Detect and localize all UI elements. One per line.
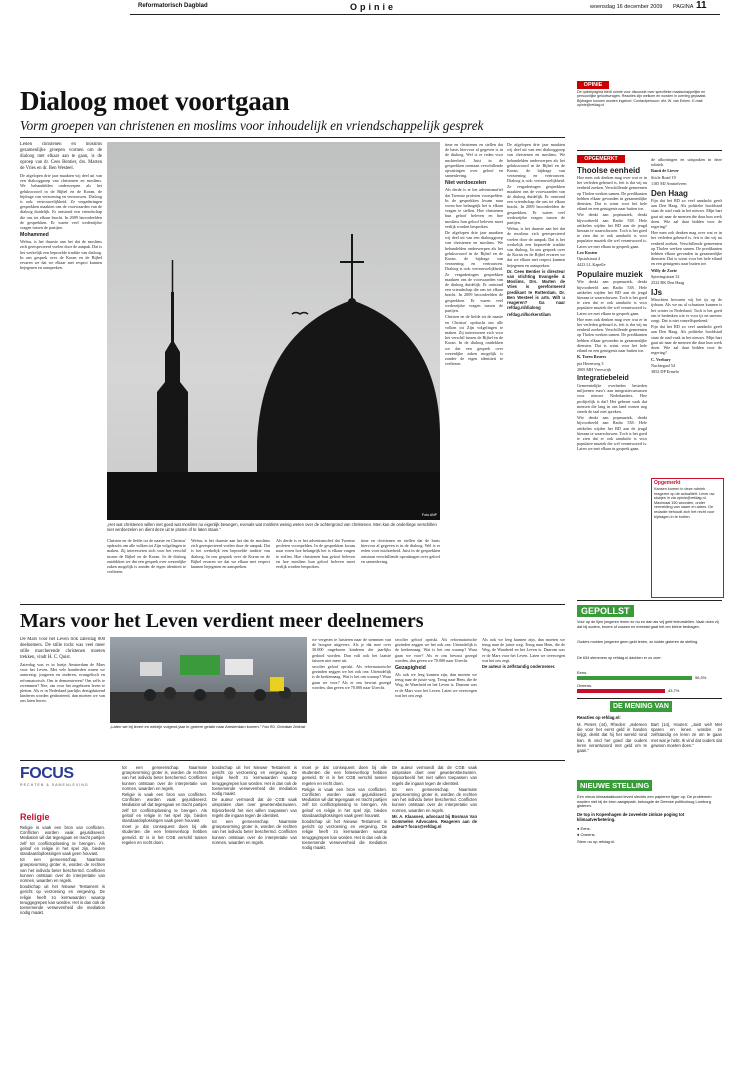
mosque-silhouette <box>107 142 440 520</box>
article2-body-3: we vergeten te luisteren naar de stemmen van de hoogste uitgevers. Als je dat mee over 30.000 ongeboren kinderen die jaarlijks gedood worden. Dan valt ook het laatste fatsoen niet meer uit. <box>312 637 391 663</box>
article1-lead: Leden christenen en moslims gezamenlijke groepen vormen om de dialoog met elkaar aan te gaan, is de oproep van dr. Cees Bentier, drs. Marten de Vries en dr. Ben Westeel. <box>20 142 102 171</box>
mening-label: DE MENING VAN <box>610 701 672 712</box>
letter-text-thoolse: Hoe men ook denken mag over wat er in het verleden gebeurd is, feit is dat wij nu eenheid zoeken. Verschillende gemeenten op Tholen werken samen. De predikanten hebben elkaar gevonden in gezamenlijke diensten. Dat is winst voor het hele eiland en een getuigenis naar buiten toe. <box>577 175 647 212</box>
focus-text-1c: boodschap uit het Nieuwe Testament is gericht op verzoening en vergeving. De religie heeft zo kernwaarden waarop teruggegrepen kan worden. Het is dan ook de toenemende verwevenheid die mediation nodig maakt. <box>20 884 105 916</box>
stelling-option-1[interactable]: ● Eens. <box>577 826 591 831</box>
mars-caption-text: „Laten we bij leven en wetzijn volgend jaar in grotere getale naar Amsterdam komen.” <box>110 724 262 729</box>
signature-r1-name: Ranti de Liever <box>651 168 679 174</box>
focus-text-4c: boodschap uit het Nieuwe Testament is gericht op verzoening en vergeving. De religie heeft zo kernwaarden waarop teruggegrepen kan worden. Het is dan ook de toenemende verwevenheid die mediation nodig maakt. <box>302 819 387 851</box>
focus-column-3 <box>212 765 297 1055</box>
page-label: PAGINA <box>673 4 694 10</box>
focus-text-1: Religie is vaak een bron van conflicten. Conflicten worden vaak gejuridiseerd. Mediation wil dat tegengaan en tracht partijen zelf tot conflictoplossing te brengen. Als geloof en religie in het spel zijn, bieden standaardoplossingen vaak geen houvast. <box>20 825 105 857</box>
opinie-label: OPINIE <box>577 81 609 89</box>
page-header <box>130 0 715 26</box>
focus-logo: FOCUS <box>20 765 74 782</box>
article1-body-5: Als derde is er het adventsmofief dat Twentse profeten voorspelden. In de gesprekken kwam naar voren hoe belangrijk het is elkaar vragen te stellen. Hoe christenen hun geloof beleven en hoe moslims hun geloof beleven moet eerlijk worden besproken. <box>445 187 503 229</box>
stelling-option-1-label: Eens. <box>580 826 591 831</box>
gepollst-label: GEPOLLST <box>577 605 634 617</box>
signature2-name: K. Toren Bruers <box>577 354 607 360</box>
focus-logo-sub: RECHTEN & SAMENLEVING <box>20 783 89 787</box>
signature-r3-name: C. Verbary <box>651 356 671 362</box>
page-number: 11 <box>696 0 707 11</box>
article1-body-5-cont: Als derde is er het adventsmofief dat Twentse profeten voorspelden. In de gesprekken kwam naar voren hoe belangrijk het is elkaar vragen te stellen. Hoe christenen hun geloof beleven en hoe moslims hun geloof beleven moet eerlijk worden besproken. <box>276 538 355 570</box>
article1-heading-niet-verdoezelen: Niet verdoezelen <box>445 180 487 187</box>
article1-body-4-cont: time en christenen en stellen dat de basis hiervoor al gegeven is in de dialoog. Wel is er reden voor nuchterheid. Juist in de gesprekken ontstaan verschillende opvattingen over geloof en samenleving. <box>361 538 440 564</box>
focus-text-2c: moet je dat consequent doen bij alle studenten die een feitenverloop hebben gemeld. Er is in het CGB verschil tussen regelen en recht doen. <box>122 824 207 845</box>
poll-question: Voor op de lijen jongeren lenen zo nu en dan als vrij geld teleurstellen. Vaak doen zij dat bij ouders, broers of zussen en meestal gaat het om kleine bedragen. <box>577 620 719 629</box>
article1-body-4: time en christenen en stellen dat de basis hiervoor al gegeven is in de dialoog. Wel is er reden voor nuchterheid. Juist in de gesprekken ontstaan verschillende opvattingen over geloof en samenleving. <box>445 142 503 179</box>
letter-text-integratie-cont: Wie denkt aan popmuziek, denkt bijvoorbeeld aan Radio 538. Hele artikelen wijden het RD aan de jeugd hieraan te waarschuwen. Toch is het goed te zien dat er ook aandacht is voor populaire muziek die wel verantwoord is. Laten we met elkaar in gesprek gaan. <box>577 415 647 452</box>
letter-text-thoolse-cont: Wie denkt aan popmuziek, denkt bijvoorbeeld aan Radio 538. Hele artikelen wijden het RD aan de jeugd hieraan te waarschuwen. Toch is het goed te zien dat er ook aandacht is voor populaire muziek die wel verantwoord is. Laten we met elkaar in gesprek gaan. <box>577 212 647 249</box>
letter-text-denhaag: Fijn dat het RD zo veel aandacht geeft aan Den Haag. Als politieke hoofdstad staat de stad vaak in het nieuws. Mijn hart gaat uit naar de mensen die daar hun werk doen. Wie zal daar bidden voor de regering? <box>651 198 722 230</box>
opinie-info-box: De opiniepagina biedt ruimte voor discussie over specifieke maatschappelijke en persoonlijke geloofsvragen. Reacties zijn welkom en worden in overleg geplaatst. Bijdragen kunnen worden ingekort. Contactpersoon: dhr. W. van Eeken. E-mail: opinie@refdag.nl <box>577 90 707 108</box>
article1-author-note: Dr. Cees Bentier is directeur van stichting Evangelie & Moslims. Drs. Marten de Vries is gereformeerd predikant te Rotterdam. Dr. Ben Westeel is arts. Wilt u reageren? Ga naar refdag.nl/dialoog <box>507 268 565 311</box>
article1-column-3 <box>191 538 270 600</box>
article1-body-3: Christen en de liefde tot de naaste en Christus' opdracht om alle volken tot Zijn volgelingen te maken. Zij interesseren zich voor het verschil tussen de Bijbel en de Koran. In de dialoog ontdekken we dat een gesprek over wezenlijke zaken mogelijk is zonder de eigen identiteit te verliezen. <box>107 538 186 575</box>
poll-option-label-2: Oneens. <box>577 683 593 688</box>
article1-column-5 <box>361 538 440 600</box>
sidebar-rule <box>577 150 722 151</box>
poll-top-rule <box>577 600 722 601</box>
opgemerkt-info-label: Opgemerkt <box>654 480 681 486</box>
opgemerkt-info-box <box>651 478 724 598</box>
article2-column-5 <box>482 637 565 755</box>
article2-column-1 <box>20 637 105 755</box>
article1-column-4 <box>276 538 355 600</box>
mosque-photo-caption: „Het wat christenen willen niet goed wat moslims nu eigenlijk bewegen, evenals wat moslims weinig weten over de achtergrond van christenen. Men kan de onderlinge verschillen niet verdoezelen en dient deze uit te praten of te laten staan.” <box>107 522 437 532</box>
letter-title-thoolse: Thoolse eenheid <box>577 166 641 175</box>
signature-address: Opstalstraat 4 <box>577 256 601 262</box>
focus-text-1b: tot een gemeenschap. Naarmate groepsvorming groter is, worden de rechten van het individu beter beschermd. Conflicten kunnen ontstaan over de interpretatie van normen, waarden en regels. <box>20 857 105 884</box>
focus-text-3c: tot een gemeenschap. Naarmate groepsvorming groter is, worden de rechten van het individu beter beschermd. Conflicten kunnen ontstaan over de interpretatie van normen, waarden en regels. <box>212 819 297 845</box>
letter-title-integratie: Integratiebeleid <box>577 374 629 382</box>
signature-r1-address: Sticle Road 19 <box>651 174 676 180</box>
stelling-option-2[interactable]: ● Oneens. <box>577 832 596 837</box>
poll-option-label-1: Eens. <box>577 670 588 675</box>
header-rule <box>130 14 720 15</box>
article2-body-4: secolier geloof opriskt. Als reformatorische gezinden zeggen we het ook ons: Uiteindelijk is de kerkennaag. Wat is het om waarop? Waar gaan we voor? Als er ons bewust gezegd worden, dan geven we 70.000 naar Utrecht. <box>312 664 391 690</box>
article1-body-3-cont: Christen en de liefde tot de naaste en Christus' opdracht om alle volken tot Zijn volgelingen te maken. Zij interesseren zich voor het verschil tussen de Bijbel en de Koran. In de dialoog ontdekken we dat een gesprek over wezenlijke zaken mogelijk is zonder de eigen identiteit te verliezen. <box>445 314 503 367</box>
article2-column-4 <box>395 637 477 755</box>
signature2-address: pia Herenweg 3 <box>577 360 604 366</box>
article2-author-note: De auteur is zelfstandig ondernemer. <box>482 664 556 670</box>
signature-r3-city: 3852 DP Ermelo <box>651 368 679 374</box>
article1-body-2: Welnu, is het duurste aan het dat de moslims zich gerespecteerd voelen door de aanpak. Dat is het werkelijk een beproefde traditie van dialoog. In ons gesprek over de Koran en de Bijbel ervaren we dat we elkaar met respect kunnen bejegenen en aanspreken. <box>20 239 102 271</box>
letter-text-integratie: Gemeentelijke overheden besteden miljoenen euro's aan integratiecursussen voor nieuwe Nederlanders. Hoe profijtelijk is dat? Het gebeurt vaak dat mensen die lang in ons land wonen nog steeds de taal niet spreken. <box>577 382 647 414</box>
focus-column-2 <box>122 765 207 1055</box>
article1-column-2 <box>107 538 186 600</box>
letter-text-popmuziek-cont: Hoe men ook denken mag over wat er in het verleden gebeurd is, feit is dat wij nu eenheid zoeken. Verschillende gemeenten op Tholen werken samen. De predikanten hebben elkaar gevonden in gezamenlijke diensten. Dat is winst voor het hele eiland en een getuigenis naar buiten toe. <box>577 316 647 354</box>
title-rule <box>20 137 565 138</box>
article1-column-7 <box>507 142 565 600</box>
article2-title: Mars voor het Leven verdient meer deelnemers <box>20 610 424 632</box>
focus-text-2b: Religie is vaak een bron van conflicten. Conflicten worden vaak gejuridiseerd. Mediation wil dat tegengaan en tracht partijen zelf tot conflictoplossing te brengen. Als geloof en religie in het spel zijn, bieden standaardoplossingen vaak geen houvast. <box>122 792 207 824</box>
focus-text-2: tot een gemeenschap. Naarmate groepsvorming groter is, worden de rechten van het individu beter beschermd. Conflicten kunnen ontstaan over de interpretatie van normen, waarden en regels. <box>122 765 207 791</box>
letter-right-text: de afkortingen en uitspraken in deze rubriek. <box>651 157 722 168</box>
article1-subtitle: Vorm groepen van christenen en moslims voor inhoudelijk en vriendschappelijk gesprek <box>20 118 484 133</box>
signature-r2-address: Spieringstraat 32 <box>651 273 680 279</box>
letter-text-ijs: Misschien bewaren wij het ijs op de ijsbaan. Als we nu al schaatsen kunnen is het winter in Nederland. Toch is het goed om te bedenken wie er voor ijs en sneeuw zorgt. Dat is niet vanzelfsprekend. <box>651 297 722 324</box>
opgemerkt-info-text: Kansen komen in deze rubriek reageren op de actualiteit. Lever uw stukjes in via opinie@refdag.nl. Maximaal 150 woorden, onder vermelding van naam en adres. De redactie behoudt zich het recht voor bijdragen in te korten. <box>654 487 715 519</box>
letter-text-popmuziek: Wie denkt aan popmuziek, denkt bijvoorbeeld aan Radio 538. Hele artikelen wijden het RD aan de jeugd hieraan te waarschuwen. Toch is het goed te zien dat er ook aandacht is voor populaire muziek die wel verantwoord is. Laten we met elkaar in gesprek gaan. <box>577 279 647 316</box>
focus-text-5: De auteur vermoedt dat de CGB vaak uitspraken doet over gewetensbezwaren. Bijvoorbeeld het niet willen toepassen van regels die ingaan tegen de identiteit. <box>392 765 477 786</box>
stelling-option-2-label: Oneens. <box>580 832 596 837</box>
mosque-photo <box>107 142 440 520</box>
mening-column-1 <box>577 722 647 780</box>
article1-heading-mohammed: Mohammed <box>20 232 49 239</box>
paper-name: Reformatorisch Dagblad <box>138 3 208 9</box>
focus-text-3b: De auteur vermoedt dat de CGB vaak uitspraken doet over gewetensbezwaren. Bijvoorbeeld het niet willen toepassen van regels die ingaan tegen de identiteit. <box>212 797 297 818</box>
nieuwe-stelling-question: De top in Kopenhagen de zoveelste zinloze poging tot klimaatverbetering. <box>577 812 685 822</box>
letter-text-ijs-cont: Fijn dat het RD zo veel aandacht geeft aan Den Haag. Als politieke hoofdstad staat de stad vaak in het nieuws. Mijn hart gaat uit naar de mensen die daar hun werk doen. Wie zal daar bidden voor de regering? <box>651 324 722 356</box>
sidebar-column-left <box>577 166 647 596</box>
article1-body-2-cont2: Welnu, is het duurste aan het dat de moslims zich gerespecteerd voelen door de aanpak. Dat is het werkelijk een beproefde traditie van dialoog. In ons gesprek over de Koran en de Bijbel ervaren we dat we elkaar met respect kunnen bejegenen en aanspreken. <box>507 226 565 268</box>
signature-city: 4423 LL Kapelle <box>577 262 606 268</box>
poll-percent-1: 56,3% <box>695 675 707 680</box>
letter-text-denhaag-cont: Hoe men ook denken mag over wat er in het verleden gebeurd is, feit is dat wij nu eenheid zoeken. Verschillende gemeenten op Tholen werken samen. De predikanten hebben elkaar gevonden in gezamenlijke diensten. Dat is winst voor het hele eiland en een getuigenis naar buiten toe. <box>651 230 722 267</box>
article1-body-1-cont2: De afgelopen drie jaar maakten wij deel uit van een dialooggroep van christenen en moslims. We behandelden onderwerpen als het gelukswoord in de Bijbel en de Koran, de bijdrage van verzoening en vertrouwen. Dialoog is ook: vertrouwelijkheid. Ze vergaderingen gesprekken maakten ons de voorwaarden van de dialoog duidelijk. Er ontstond een vriendschap die ons tot elkaar bracht. In 2009 beoordeelden de gesprekken. Er waren veel wederzijdse vragen tussen de partijen. <box>507 142 565 226</box>
nieuwe-stelling-label: NIEUWE STELLING <box>577 780 652 791</box>
article1-column-1 <box>20 142 102 600</box>
article1-body-1: De afgelopen drie jaar maakten wij deel uit van een dialooggroep van christenen en moslims. We behandelden onderwerpen als het gelukswoord in de Bijbel en de Koran, de bijdrage van verzoening en vertrouwen. Dialoog is ook: vertrouwelijkheid. Ze vergaderingen gesprekken maakten ons de voorwaarden van de dialoog duidelijk. Er ontstond een vriendschap die ons tot elkaar bracht. In 2009 beoordeelden de gesprekken. Er waren veel wederzijdse vragen tussen de partijen. <box>20 173 102 231</box>
article1-body-1-cont: De afgelopen drie jaar maakten wij deel uit van een dialooggroep van christenen en moslims. We behandelden onderwerpen als het gelukswoord in de Bijbel en de Koran, de bijdrage van verzoening en vertrouwen. Dialoog is ook: vertrouwelijkheid. Ze vergaderingen gesprekken maakten ons de voorwaarden van de dialoog duidelijk. Er ontstond een vriendschap die ons tot elkaar bracht. In 2009 beoordeelden de gesprekken. Er waren veel wederzijdse vragen tussen de partijen. <box>445 230 503 314</box>
mening-subtitle: Reacties op refdag.nl: <box>577 715 621 720</box>
section-name: Opinie <box>350 2 397 12</box>
focus-text-5b: tot een gemeenschap. Naarmate groepsvorming groter is, worden de rechten van het individu beter beschermd. Conflicten kunnen ontstaan over de interpretatie van normen, waarden en regels. <box>392 786 477 813</box>
poll-votes-label: De 634 stemmers op refdag.nl dachten er zo over: <box>577 656 662 660</box>
focus-top-rule <box>20 760 565 761</box>
mars-photo-caption <box>110 725 307 730</box>
mening-rule <box>577 698 722 699</box>
letter-title-ijs: IJs <box>651 288 663 298</box>
article2-body-4b: secolier geloof opriskt. Als reformatorische gezinden zeggen we het ook ons: Uiteindelijk is de kerkennaag. Wat is het om waarop? Waar gaan we voor? Als er ons bewust gezegd worden, dan geven we 70.000 naar Utrecht. <box>395 637 477 663</box>
article1-column-6 <box>445 142 503 600</box>
article1-title: Dialoog moet voortgaan <box>20 86 290 116</box>
march-crowd <box>110 637 307 723</box>
article2-body-5: Als ook we leeg kunnen zijn, dan moeten we terug naar de juiste weg. Terug naar Hem, die de Weg, de Waarheid en het Leven is. Daarom was er de Mars voor het Leven. Laten we overwegen wat het ons zegt. <box>395 672 477 698</box>
article2-column-3 <box>312 637 391 755</box>
article1-body-2-cont: Welnu, is het duurste aan het dat de moslims zich gerespecteerd voelen door de aanpak. Dat is het werkelijk een beproefde traditie van dialoog. In ons gesprek over de Koran en de Bijbel ervaren we dat we elkaar met respect kunnen bejegenen en aanspreken. <box>191 538 270 570</box>
focus-text-3: boodschap uit het Nieuwe Testament is gericht op verzoening en vergeving. De religie heeft zo kernwaarden waarop teruggegrepen kan worden. Het is dan ook de toenemende verwevenheid die mediation nodig maakt. <box>212 765 297 797</box>
issue-date: woensdag 16 december 2009 <box>590 4 663 10</box>
mening-column-2 <box>651 722 722 780</box>
article2-lead: De Mars voor het Leven trok zaterdag 800 deelnemers. De stille tocht was veel meer stille marcherende christenen moeten trekken, vindt H. C. Quist. <box>20 637 105 660</box>
focus-column-4 <box>302 765 387 1055</box>
poll-bar-oneens <box>577 689 665 693</box>
focus-column-1 <box>20 825 105 1055</box>
focus-author-note: Mr. A. Klaassen, advocaat bij Bosman Van Dommelen Advocaten. Reageren aan de auteur? focus@refdag.nl <box>392 813 477 830</box>
mars-photo-credit: Foto RD, Christiaan Zeldrust <box>262 725 306 729</box>
opgemerkt-label: OPGEMERKT <box>577 155 625 163</box>
article1-footer-link[interactable]: refdag.nl/korkerstilam <box>507 311 551 317</box>
article2-top-rule <box>20 604 565 605</box>
signature-r2-city: 2522 BK Den Haag <box>651 280 685 286</box>
signature-r1-city: 1185 MJ Amstelveen <box>651 180 687 186</box>
signature-r2-name: Willy de Zoete <box>651 267 677 273</box>
photo-credit: Foto ANP <box>422 513 437 517</box>
letter-title-denhaag: Den Haag <box>651 189 688 199</box>
article2-heading-gezapig: Gezapigheid <box>395 665 426 672</box>
signature-name: Leo Kosten <box>577 249 598 255</box>
poll-bar-eens <box>577 676 692 680</box>
article2-body-2: Zaterdag was er in hartje Amsterdam de Mars voor het Leven. Met vele honderden waren we aanwezig: jongeren en ouderen, evangelisch en reformatorisch. Om te demonstreren? Om zelfs te zwemmen? Nee, om voor het ongeboren leven te pleiten. Als er in Nederland jaarlijks dertigduizend kinderen worden geaborteerd, dan moeten we van ons laten horen. <box>20 662 105 704</box>
focus-text-4: moet je dat consequent doen bij alle studenten die een feitenverloop hebben gemeld. Er is in het CGB verschil tussen regelen en recht doen. <box>302 765 387 786</box>
mening-text-2: Bart (14), Houten: „Juist wel! Met sparen en lenen worden ze zelfstandig en leren ze om te gaan met wat je hebt. Ik vind dat ouders dat gewoon moeten doen.” <box>651 722 722 748</box>
nieuwe-stelling-intro: Een nieuw klimaatakkoord levert slechts een papieren tijger op. De problemen worden niet bij de bron aangepakt, betoogde de Deense politicoloog Lomborg gisteren. <box>577 794 712 809</box>
poll-percent-2: 43,7% <box>668 688 680 693</box>
focus-heading: Religie <box>20 812 50 822</box>
focus-text-4b: Religie is vaak een bron van conflicten. Conflicten worden vaak gejuridiseerd. Mediation wil dat tegengaan en tracht partijen zelf tot conflictoplossing te brengen. Als geloof en religie in het spel zijn, bieden standaardoplossingen vaak geen houvast. <box>302 786 387 818</box>
letter-title-popmuziek: Populaire muziek <box>577 270 643 280</box>
mars-photo <box>110 637 307 723</box>
sidebar-column-right <box>651 157 722 475</box>
poll-question-2: Ouders moeten jongeren geen geld lenen, zo luidde gisteren de stelling. <box>577 640 699 644</box>
focus-column-5 <box>392 765 477 1055</box>
mening-text-1: M. Peters (44), Rheden: „Iedereen die voor het eerst geld in handen krijgt, denkt dat hij het wereld rond kan. Ik vind het goed dat ouders leren verantwoord met geld om te gaan.” <box>577 722 647 754</box>
signature-r3-address: Nachtegaal 54 <box>651 362 676 368</box>
stelling-cta[interactable]: Stem nu op refdag.nl. <box>577 839 616 844</box>
article2-body-5b: Als ook we leeg kunnen zijn, dan moeten we terug naar de juiste weg. Terug naar Hem, die de Weg, de Waarheid en het Leven is. Daarom was er de Mars voor het Leven. Laten we overwegen wat het ons zegt. <box>482 637 565 663</box>
signature2-city: 2005 MH Vreeswijk <box>577 366 612 372</box>
